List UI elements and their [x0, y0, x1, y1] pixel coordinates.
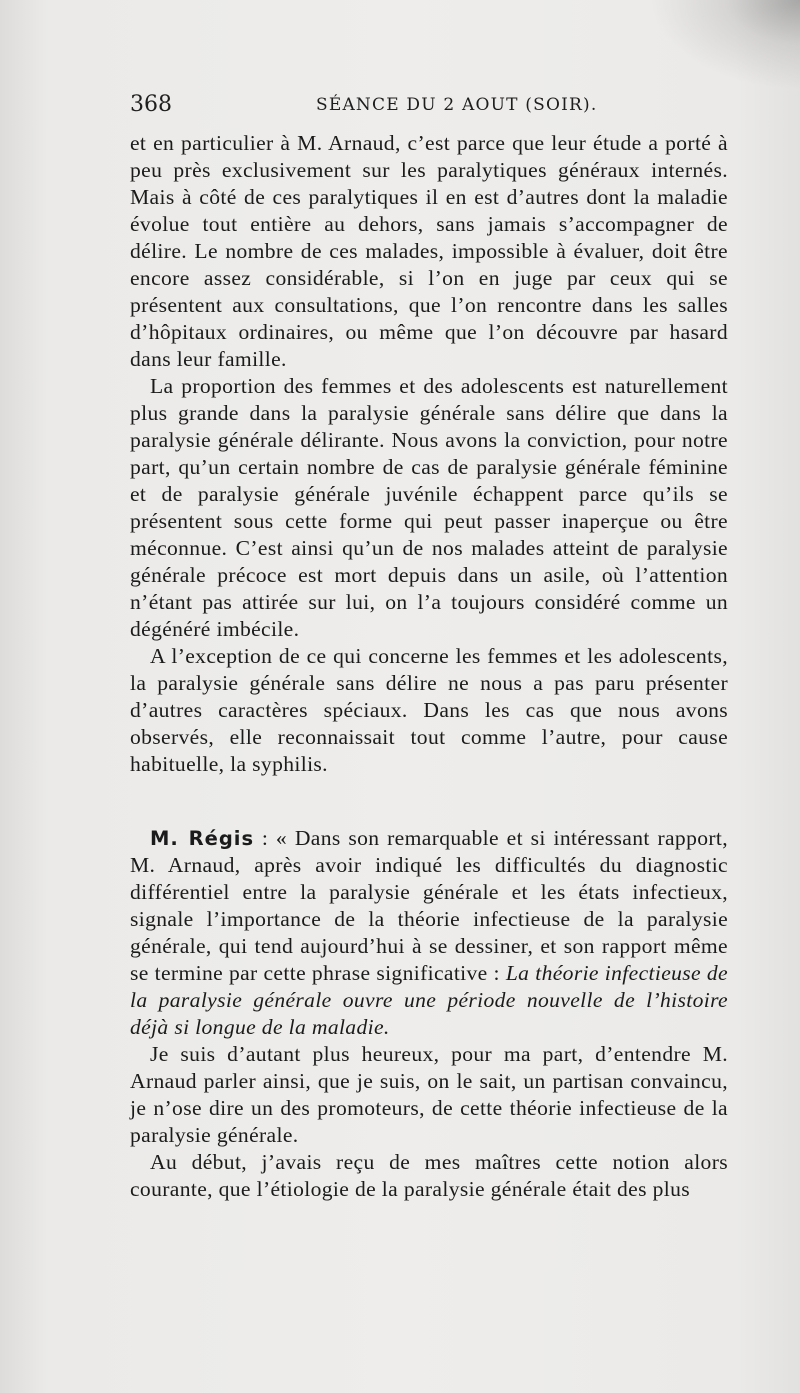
- paragraph-regis: [130, 825, 728, 1041]
- running-head: SÉANCE DU 2 AOUT (SOIR).: [316, 95, 598, 115]
- paragraph: La proportion des femmes et des adolescents est naturellement plus grande dans la paralysie générale sans délire que dans la paralysie générale délirante. Nous avons la conviction, pour notre part, qu’un certain nombre de cas de paralysie générale féminine et de paralysie générale juvénile échappent parce qu’ils se présentent sous cette forme qui peut passer inaperçue ou être méconnue. C’est ainsi qu’un de nos malades atteint de paralysie générale précoce est mort depuis dans un asile, où l’attention n’étant pas attirée sur lui, on l’a toujours considéré comme un dégénéré imbécile.: [130, 374, 728, 641]
- page-number: 368: [130, 92, 172, 117]
- paragraph: Au début, j’avais reçu de mes maîtres cette notion alors courante, que l’étiologie de la paralysie générale était des plus: [130, 1150, 728, 1201]
- paragraph: Je suis d’autant plus heureux, pour ma part, d’entendre M. Arnaud parler ainsi, que je suis, on le sait, un partisan convaincu, je n’ose dire un des promoteurs, de cette théorie infectieuse de la paralysie générale.: [130, 1042, 728, 1147]
- section-gap: [130, 778, 728, 825]
- body-text: [130, 130, 728, 1203]
- paragraph: et en particulier à M. Arnaud, c’est parce que leur étude a porté à peu près exclusivement sur les paralytiques généraux internés. Mais à côté de ces paralytiques il en est d’autres dont la maladie évolue tout entière au dehors, sans jamais s’accompagner de délire. Le nombre de ces malades, impossible à évaluer, doit être encore assez considérable, si l’on en juge par ceux qui se présentent aux consultations, que l’on rencontre dans les salles d’hôpitaux ordinaires, ou même que l’on découvre par hasard dans leur famille.: [130, 131, 728, 371]
- scan-corner-shadow: [650, 0, 800, 90]
- paragraph: A l’exception de ce qui concerne les femmes et les adolescents, la paralysie générale sans délire ne nous a pas paru présenter d’autres caractères spéciaux. Dans les cas que nous avons observés, elle reconnaissait tout comme l’autre, pour cause habituelle, la syphilis.: [130, 644, 728, 776]
- italic-quote: La théorie infectieuse de la paralysie générale ouvre une période nouvelle de l’histoire déjà si longue de la maladie.: [130, 961, 728, 1039]
- speaker-name: M. Régis: [150, 827, 255, 850]
- page-header: [130, 92, 728, 122]
- paragraph-text: : « Dans son remarquable et si intéressant rapport, M. Arnaud, après avoir indiqué les difficultés du diagnostic différentiel entre la paralysie générale et les états infectieux, signale l’importance de la théorie infectieuse de la paralysie générale, qui tend aujourd’hui à se dessiner, et son rapport même se termine par cette phrase significative :: [130, 826, 728, 985]
